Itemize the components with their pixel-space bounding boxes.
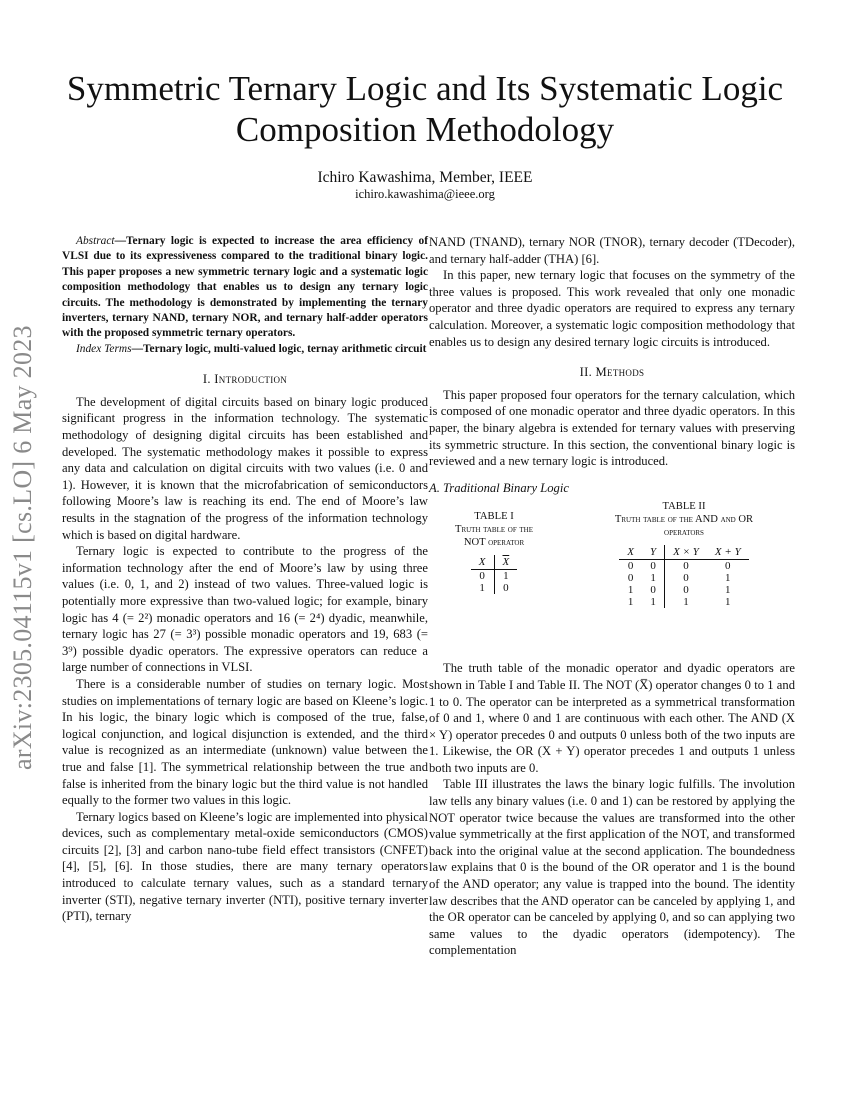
- table-cell: 0: [471, 570, 494, 583]
- table-cell: 0: [642, 560, 665, 573]
- subsection-heading-binary-logic: A. Traditional Binary Logic: [429, 480, 569, 495]
- index-terms-label: Index Terms: [76, 342, 132, 355]
- methods-intro-paragraph: This paper proposed four operators for the ternary calculation, which is composed of one monadic operator and three dyadic operators. In this paper, the binary algebra is extended for ternary values with preserving its symmetric structure. In this section, the conventional binary logic is reviewed and a new ternary logic is introduced.: [429, 387, 795, 469]
- table-cell: 1: [627, 584, 634, 597]
- abstract-label: Abstract: [76, 235, 115, 247]
- abstract-text: —Ternary logic is expected to increase the area efficiency of VLSI due to its expressiveness compared to the traditional binary logic. This paper proposes a new symmetric ternary logic and a systematic logic composition methodology that enables us to design any ternary logic circuits. The methodology is demonstrated by implementing the ternary inverters, ternary NAND, ternary NOR, and ternary half-adder operators with the proposed symmetric ternary operators.: [62, 235, 428, 340]
- table-cell: 1: [471, 582, 494, 594]
- table-row: [619, 596, 748, 608]
- table-cell: 0: [683, 560, 689, 573]
- table-cell: 1: [503, 570, 509, 583]
- table-header: Y: [642, 545, 665, 560]
- table-2-label: TABLE II: [662, 501, 706, 513]
- index-terms: [62, 342, 428, 357]
- intro-paragraph-4: Ternary logics based on Kleene’s logic are implemented into physical devices, such as complementary metal-oxide semiconductors (CMOS) circuits [2], [3] and carbon nano-tube field effect transistors (CNFET) [4], [5], [6]. In those studies, there are many ternary operators introduced to calculate ternary values, such as a standard ternary inverter (STI), negative ternary inverter (NTI), positive ternary inverter (PTI), ternary: [62, 809, 428, 924]
- table-2: [574, 500, 794, 608]
- table-cell: 0: [642, 584, 665, 596]
- abstract: [62, 234, 428, 342]
- table-cell: 0: [627, 560, 634, 573]
- binary-logic-paragraph-1: The truth table of the monadic operator and dyadic operators are shown in Table I and Table II. The NOT (X̅) operator changes 0 to 1 and 1 to 0. The operator can be interpreted as a symmetrical transformation of 0 and 1, where 0 and 1 are continuous with each other. The AND (X × Y) operator precedes 0 and outputs 0 unless both of the two inputs are 1. Likewise, the OR (X + Y) operator precedes 1 and outputs 1 unless both two inputs are 0.: [429, 661, 795, 775]
- table-cell: 1: [683, 596, 689, 609]
- table-header: X + Y: [707, 545, 749, 560]
- table-header: X: [619, 545, 642, 560]
- and-or-truth-table: [619, 545, 748, 608]
- table-1-caption-line-2: NOT operator: [463, 537, 525, 549]
- right-column: [429, 234, 795, 959]
- table-1-label: TABLE I: [474, 511, 514, 523]
- table-2-caption-line-2: operators: [664, 527, 704, 539]
- table-header: X × Y: [665, 545, 707, 560]
- arxiv-identifier-stamp: arXiv:2305.04115v1 [cs.LO] 6 May 2023: [8, 325, 37, 770]
- section-heading-introduction: I. Introduction: [202, 372, 288, 387]
- intro-paragraph-4-continued: NAND (TNAND), ternary NOR (TNOR), ternary decoder (TDecoder), and ternary half-adder (THA) [6].: [429, 235, 795, 266]
- table-2-caption-line-1: Truth table of the AND and OR: [614, 514, 754, 526]
- table-1: [429, 510, 559, 594]
- table-header: X: [471, 555, 494, 570]
- table-cell: 1: [725, 584, 731, 597]
- table-row: [619, 560, 748, 573]
- index-terms-text: —Ternary logic, multi-valued logic, ternay arithmetic circuit: [131, 342, 427, 355]
- table-cell: 1: [627, 596, 634, 609]
- intro-paragraph-5: In this paper, new ternary logic that focuses on the symmetry of the three values is proposed. This work revealed that only one monadic operator and three dyadic operators are required to express any ternary calculation. Moreover, a systematic logic composition methodology that enables us to design any desired ternary logic circuits is introduced.: [429, 268, 795, 349]
- table-cell: 0: [683, 572, 689, 585]
- intro-paragraph-2: Ternary logic is expected to contribute to the progress of the information technology after the end of Moore’s law by using three values (i.e. 0, 1, and 2) instead of two values. Three-valued logic is potentially more expressive than two-valued logic; for example, binary logic has 4 (= 2²) monadic operators and 16 (= 2⁴) dyadic, meanwhile, ternary logic has 27 (= 3³) possible monadic operators and 19, 683 (= 3⁹) possible dyadic operators. The expressive operators can reduce a large number of connections in VLSI.: [62, 544, 428, 675]
- title-line-1: Symmetric Ternary Logic and Its Systematic Logic: [66, 69, 784, 108]
- table-row: [471, 570, 517, 583]
- table-cell: 1: [642, 596, 665, 608]
- table-header: $\overline{X}$: [494, 555, 517, 570]
- table-cell: 0: [683, 584, 689, 597]
- not-truth-table: [471, 555, 517, 594]
- table-row: [619, 572, 748, 584]
- left-column: [62, 234, 428, 925]
- binary-logic-paragraph-2: Table III illustrates the laws the binary logic fulfills. The involution law tells any binary values (i.e. 0 and 1) can be restored by applying the NOT operator twice because the values are transformed into the other value symmetrically at the first application of the NOT, and transformed back into the original value at the second application. The boundedness law explains that 0 is the bound of the OR operator and 1 is the bound of the AND operator; any value is trapped into the bound. The identity law describes that the AND operator can be canceled by applying 1, and the OR operator can be canceled by applying 0, and so can applying two same values to the dyadic operators (idempotency). The complementation: [429, 777, 795, 958]
- tables-area: [429, 501, 795, 660]
- table-row: [619, 584, 748, 596]
- paper-title: [60, 68, 790, 150]
- section-heading-methods: II. Methods: [579, 365, 645, 380]
- table-cell: 0: [627, 572, 634, 585]
- table-row: [471, 582, 517, 594]
- table-cell: 1: [642, 572, 665, 584]
- author-name: Ichiro Kawashima, Member, IEEE: [317, 169, 533, 186]
- title-line-2: Composition Methodology: [235, 110, 615, 149]
- table-cell: 1: [725, 596, 731, 609]
- table-cell: 1: [725, 572, 731, 585]
- table-1-caption-line-1: Truth table of the: [454, 524, 534, 536]
- intro-paragraph-3: There is a considerable number of studies on ternary logic. Most studies on implementations of ternary logic are based on Kleene’s logic. In his logic, the binary logic which is composed of the true, false, logical conjunction, and logical disjunction is extended, and the third value is recognized as an intermediate (unknown) value between the true and false [1]. The symmetrical relationship between the true and false is inherited from the binary logic but the third value is not handled equally to the former two values in this logic.: [62, 676, 428, 808]
- table-cell: 0: [725, 560, 731, 573]
- author-email: ichiro.kawashima@ieee.org: [355, 187, 495, 201]
- table-cell: 0: [503, 582, 509, 595]
- intro-paragraph-1: The development of digital circuits based on binary logic produced significant progress in the information technology. The systematic methodology of designing digital circuits has been established and developed. The systematic methodology makes it possible to express any data and calculation on digital circuits with two values (i.e. 0 and 1). However, it is known that the microfabrication of semiconductors following Moore’s law is reaching its end. The end of Moore’s law results in the stagnation of the progress of the information technology which is based on digital hardware.: [62, 394, 428, 542]
